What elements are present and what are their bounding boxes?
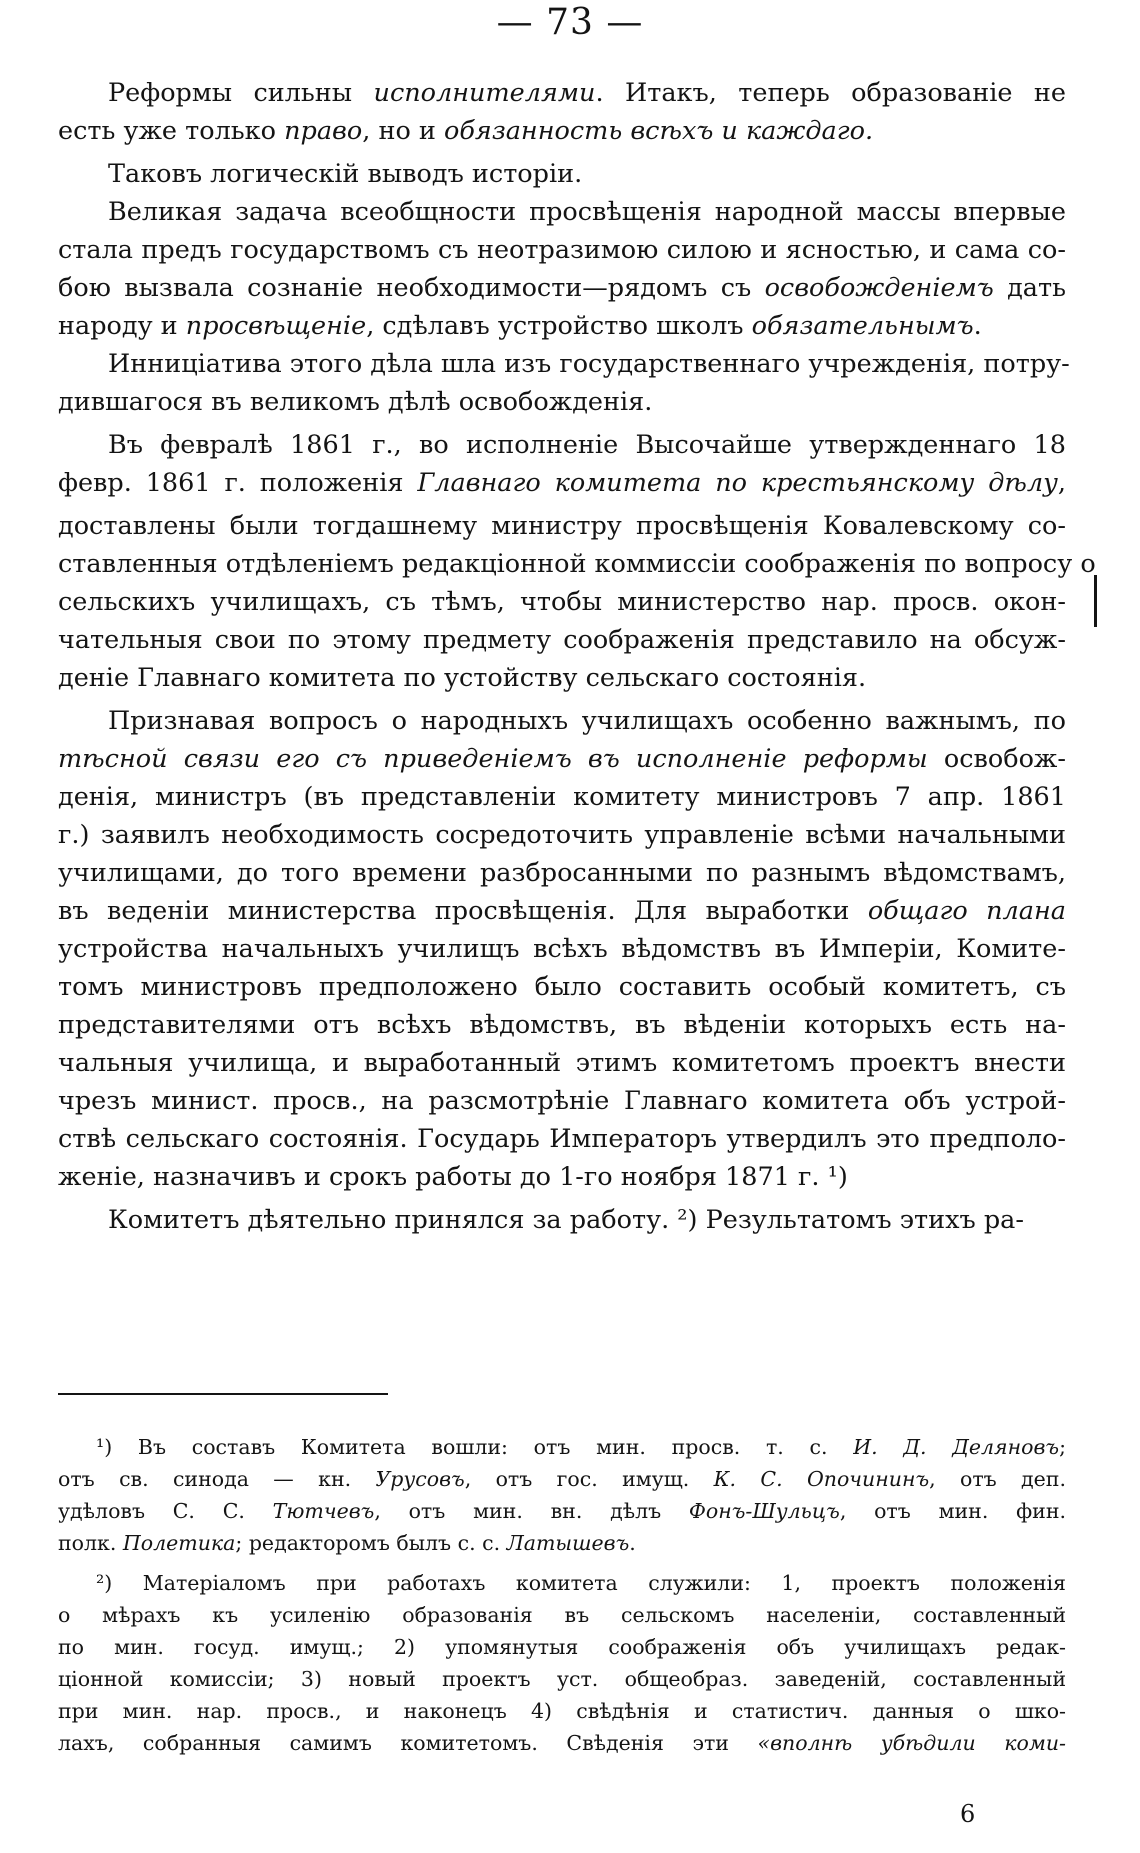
italic-phrase: обязательнымъ: [751, 311, 974, 341]
text-run: , отъ мин. фин.: [839, 1499, 1066, 1523]
text-run: чальныя училища, и выработанный этимъ комитетомъ проектъ внести: [58, 1048, 1066, 1078]
text-run: полк.: [58, 1531, 123, 1555]
text-run: , отъ деп.: [929, 1467, 1066, 1491]
text-run: , сдѣлавъ устройство школъ: [366, 311, 752, 341]
text-run: дившагося въ великомъ дѣлѣ освобожденія.: [58, 387, 653, 417]
body-text-line: [58, 621, 1066, 659]
italic-phrase: общаго плана: [867, 896, 1066, 926]
text-run: ; редакторомъ былъ с. с.: [235, 1531, 507, 1555]
text-run: ,: [1057, 468, 1066, 498]
text-run: бою вызвала сознаніе необходимости—рядомъ съ: [58, 273, 765, 303]
italic-phrase: исполнителями: [373, 78, 596, 108]
text-run: народу и: [58, 311, 186, 341]
body-text-line: [58, 1082, 1066, 1120]
body-text-line: [58, 345, 1070, 383]
body-text-line: [58, 1120, 1066, 1158]
body-text-line: [58, 740, 1066, 778]
text-run: . Итакъ, теперь образованіе не: [595, 78, 1066, 108]
text-run: февр. 1861 г. положенія: [58, 468, 418, 498]
body-text-line: [58, 816, 1066, 854]
text-run: по мин. госуд. имущ.; 2) упомянутыя соображенія объ училищахъ редак-: [58, 1635, 1066, 1659]
text-run: ;: [1059, 1435, 1066, 1459]
text-run: томъ министровъ предположено было составить особый комитетъ, съ: [58, 972, 1066, 1002]
text-run: ствѣ сельскаго состоянія. Государь Императоръ утвердилъ это предполо-: [58, 1124, 1066, 1154]
italic-phrase: Полетика: [122, 1531, 236, 1555]
text-run: дать: [993, 273, 1066, 303]
italic-phrase: тѣсной связи его съ приведеніемъ въ исполненіе реформы: [58, 744, 928, 774]
text-run: при мин. нар. просв., и наконецъ 4) свѣдѣнія и статистич. данныя о шко-: [58, 1699, 1066, 1723]
body-text-line: [58, 659, 1066, 697]
text-run: Результатомъ этихъ ра-: [697, 1205, 1024, 1235]
text-run: представителями отъ всѣхъ вѣдомствъ, въ вѣденіи которыхъ есть на-: [58, 1010, 1066, 1040]
body-text-line: [58, 702, 1066, 740]
text-run: освобож-: [927, 744, 1067, 774]
body-text-line: [58, 426, 1066, 464]
body-text-line: [58, 507, 1066, 545]
italic-phrase: просвѣщеніе: [185, 311, 367, 341]
text-run: .: [973, 311, 982, 341]
body-text-line: [58, 583, 1066, 621]
text-run: ціонной комиссіи; 3) новый проектъ уст. общеобраз. заведеній, составленный: [58, 1667, 1066, 1691]
text-run: , отъ гос. имущ.: [464, 1467, 714, 1491]
text-run: , но и: [362, 116, 445, 146]
italic-phrase: И. Д. Деляновъ: [853, 1435, 1060, 1459]
text-run: ²) Матеріаломъ при работахъ комитета служили: 1, проектъ положенія: [96, 1571, 1066, 1595]
footnote-line: [58, 1567, 1066, 1599]
text-run: Комитетъ дѣятельно принялся за работу.: [108, 1205, 678, 1235]
body-text-line: [58, 112, 1066, 150]
body-text-line: [58, 545, 1096, 583]
text-run: денія, министръ (въ представленіи комитету министровъ 7 апр. 1861: [58, 782, 1066, 812]
text-run: Реформы сильны: [108, 78, 374, 108]
body-text-line: [58, 307, 1066, 345]
text-run: есть уже только: [58, 116, 285, 146]
text-run: Великая задача всеобщности просвѣщенія народной массы впервые: [108, 197, 1066, 227]
text-run: училищами, до того времени разбросанными по разнымъ вѣдомствамъ,: [58, 858, 1066, 888]
text-run: , отъ мин. вн. дѣлъ: [374, 1499, 689, 1523]
body-text-line: [58, 231, 1066, 269]
text-run: доставлены были тогдашнему министру просвѣщенія Ковалевскому со-: [58, 511, 1066, 541]
text-run: Признавая вопросъ о народныхъ училищахъ особенно важнымъ, по: [108, 706, 1066, 736]
body-text-line: [58, 968, 1066, 1006]
page-number: — 73 —: [496, 2, 644, 43]
body-text-line: [58, 1006, 1066, 1044]
italic-phrase: К. С. Опочининъ: [713, 1467, 930, 1491]
italic-phrase: Главнаго комитета по крестьянскому дѣлу: [417, 468, 1058, 498]
text-run: чательныя свои по этому предмету соображенія представило на обсуж-: [58, 625, 1066, 655]
footnote-line: [58, 1527, 1066, 1559]
text-run: отъ св. синода — кн.: [58, 1467, 376, 1491]
footnote-line: [58, 1727, 1066, 1759]
italic-phrase: Урусовъ: [375, 1467, 465, 1491]
text-run: устройства начальныхъ училищъ всѣхъ вѣдомствъ въ Имперіи, Комите-: [58, 934, 1066, 964]
italic-phrase: Фонъ-Шульцъ: [688, 1499, 840, 1523]
footnote-line: [58, 1431, 1066, 1463]
text-run: деніе Главнаго комитета по устойству сельскаго состоянія.: [58, 663, 867, 693]
footnote-line: [58, 1631, 1066, 1663]
body-text-line: [58, 892, 1066, 930]
italic-phrase: освобожденіемъ: [764, 273, 994, 303]
footnote-line: [58, 1495, 1066, 1527]
body-text-line: [58, 155, 1066, 193]
body-text-line: [58, 464, 1066, 502]
text-run: .: [629, 1531, 636, 1555]
text-run: лахъ, собранныя самимъ комитетомъ. Свѣденія эти: [58, 1731, 758, 1755]
text-run: ставленныя отдѣленіемъ редакціонной коммиссіи соображенія по вопросу о: [58, 549, 1096, 579]
footnote-line: [58, 1463, 1066, 1495]
body-text-line: [58, 778, 1066, 816]
text-run: удѣловъ С. С.: [58, 1499, 273, 1523]
footnote-line: [58, 1599, 1066, 1631]
text-run: въ веденіи министерства просвѣщенія. Для выработки: [58, 896, 868, 926]
text-run: стала предъ государствомъ съ неотразимою силою и ясностью, и сама со-: [58, 235, 1066, 265]
italic-phrase: «вполнѣ убѣдили коми-: [757, 1731, 1066, 1755]
body-text-line: [58, 1158, 1066, 1196]
body-text-line: [58, 1201, 1066, 1239]
text-run: Таковъ логическій выводъ исторіи.: [108, 159, 583, 189]
italic-phrase: Латышевъ: [506, 1531, 630, 1555]
text-run: г.) заявилъ необходимость сосредоточить управленіе всѣми начальными: [58, 820, 1066, 850]
text-run: сельскихъ училищахъ, съ тѣмъ, чтобы министерство нар. просв. окон-: [58, 587, 1066, 617]
body-text-line: [58, 193, 1066, 231]
text-run: ¹) Въ составъ Комитета вошли: отъ мин. просв. т. с.: [96, 1435, 854, 1459]
body-text-line: [58, 383, 1066, 421]
footnote-line: [58, 1663, 1066, 1695]
text-run: ¹): [827, 1162, 848, 1192]
text-run: ²): [677, 1205, 698, 1235]
printer-signature-mark: 6: [960, 1800, 976, 1828]
text-run: женіе, назначивъ и срокъ работы до 1-го ноября 1871 г.: [58, 1162, 828, 1192]
text-run: о мѣрахъ къ усиленію образованія въ сельскомъ населеніи, составленный: [58, 1603, 1066, 1627]
italic-phrase: Тютчевъ: [272, 1499, 375, 1523]
body-text-line: [58, 74, 1066, 112]
footnote-line: [58, 1695, 1066, 1727]
italic-phrase: право: [284, 116, 363, 146]
body-text-line: [58, 1044, 1066, 1082]
text-run: чрезъ минист. просв., на разсмотрѣніе Главнаго комитета объ устрой-: [58, 1086, 1066, 1116]
body-text-line: [58, 269, 1066, 307]
text-run: Въ февралѣ 1861 г., во исполненіе Высочайше утвержденнаго 18: [108, 430, 1066, 460]
body-text-line: [58, 930, 1066, 968]
body-text-line: [58, 854, 1066, 892]
footnote-divider: [58, 1393, 388, 1395]
margin-mark: [1094, 575, 1097, 627]
italic-phrase: обязанность всѣхъ и каждаго.: [444, 116, 874, 146]
text-run: Инниціатива этого дѣла шла изъ государственнаго учрежденія, потру-: [108, 349, 1070, 379]
